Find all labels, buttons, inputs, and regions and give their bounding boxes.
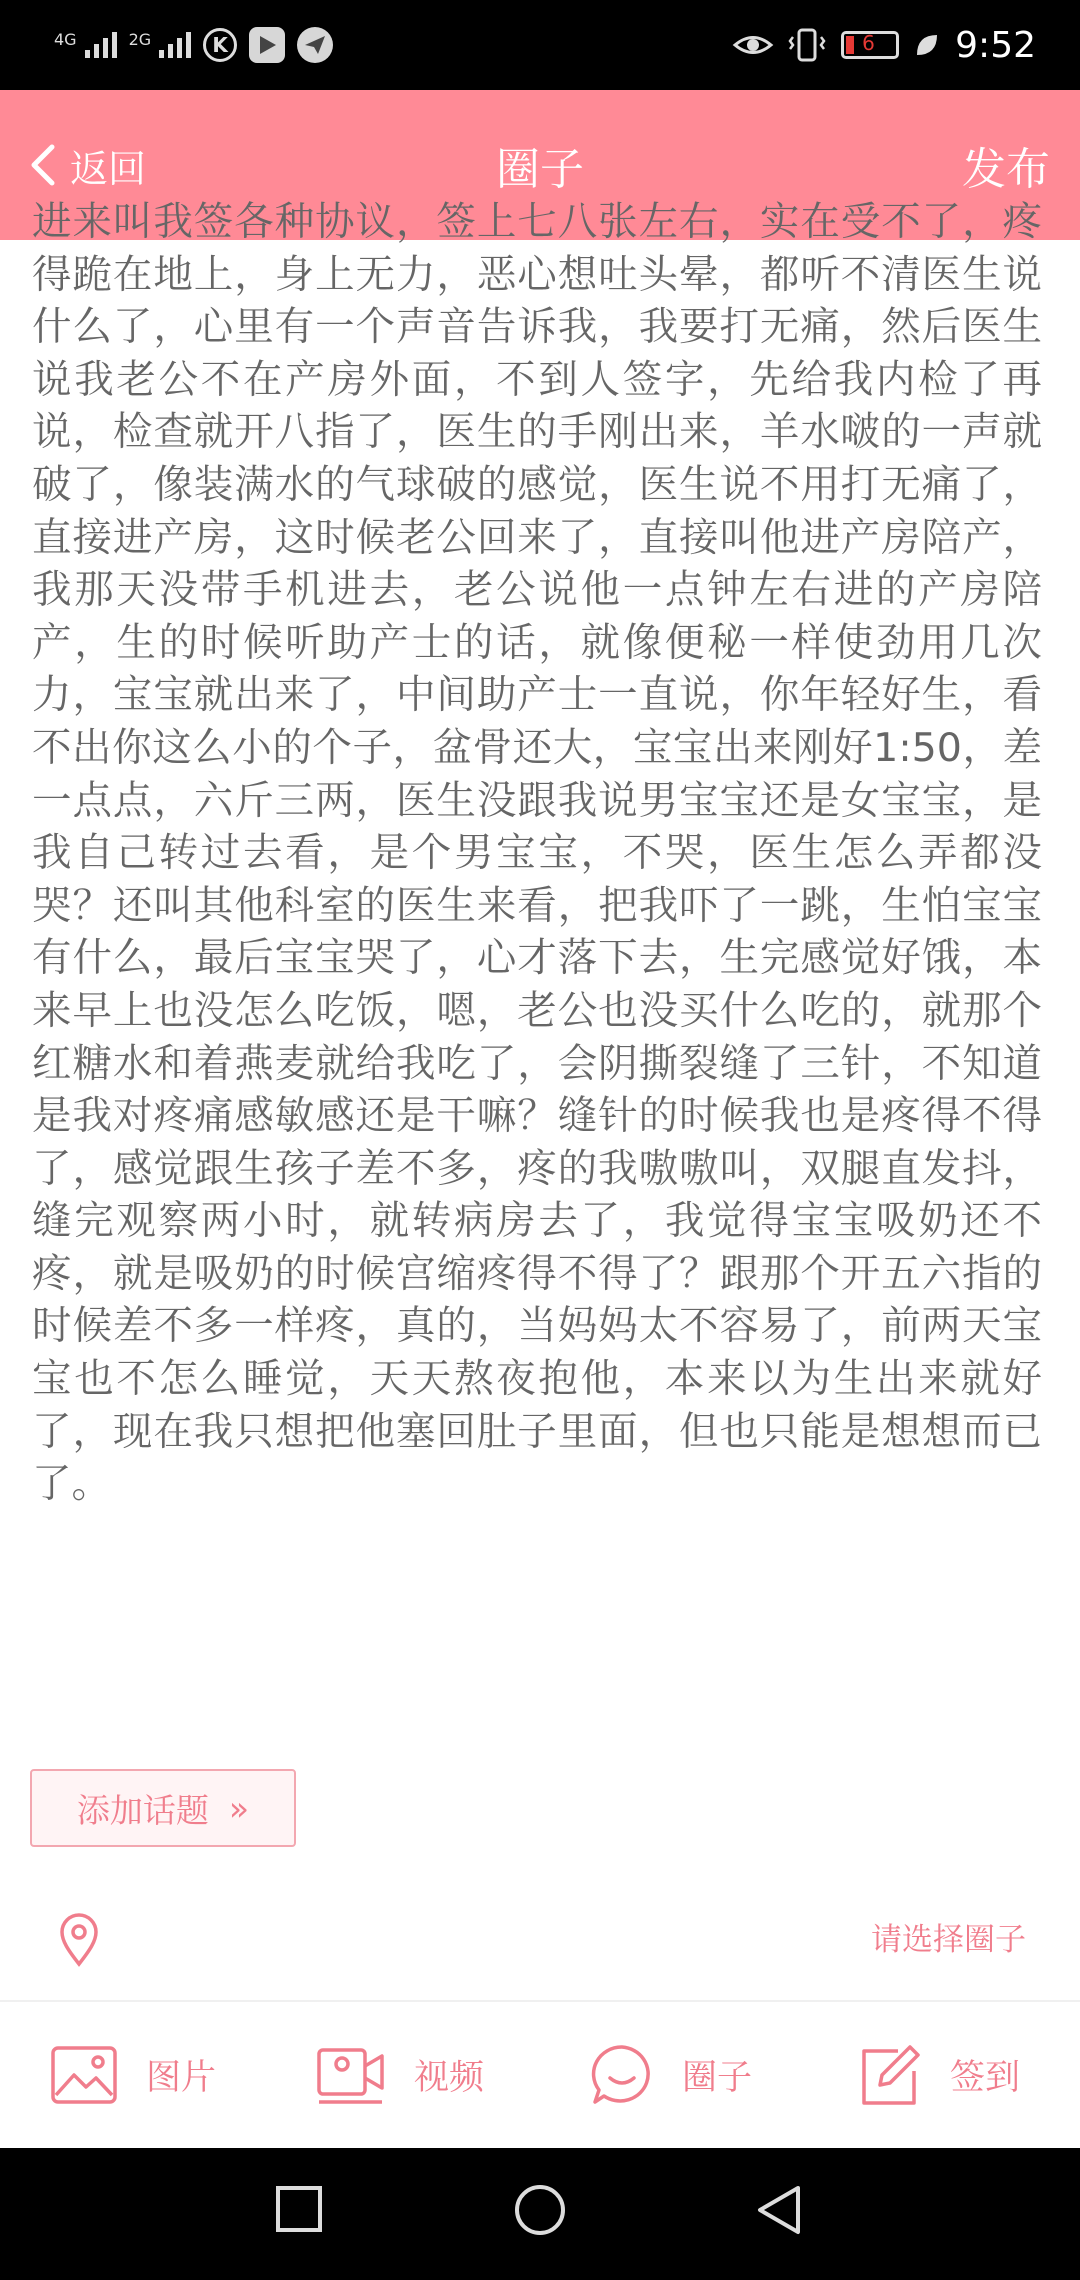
toolbar-image-button[interactable] (50, 2002, 216, 2148)
post-text[interactable]: 进来叫我签各种协议，签上七八张左右，实在受不了，疼得跪在地上，身上无力，恶心想吐头晕，都听不清医生说什么了，心里有一个声音告诉我，我要打无痛，然后医生说我老公不在产房外面，不到人签字，先给我内检了再说，检查就开八指了，医生的手刚出来，羊水啵的一声就破了，像装满水的气球破的感觉，医生说不用打无痛了，直接进产房，这时候老公回来了，直接叫他进产房陪产，我那天没带手机进去，老公说他一点钟左右进的产房陪产，生的时候听助产士的话，就像便秘一样使劲用几次力，宝宝就出来了，中间助产士一直说，你年轻好生，看不出你这么小的个子，盆骨还大，宝宝出来刚好1:50，差一点点，六斤三两，医生没跟我说男宝宝还是女宝宝，是我自己转过去看，是个男宝宝，不哭，医生怎么弄都没哭？还叫其他科室的医生来看，把我吓了一跳，生怕宝宝有什么，最后宝宝哭了，心才落下去，生完感觉好饿，本来早上也没怎么吃饭，嗯，老公也没买什么吃的，就那个红糖水和着燕麦就给我吃了，会阴撕裂缝了三针，不知道是我对疼痛感敏感还是干嘛？缝针的时候我也是疼得不得了，感觉跟生孩子差不多，疼的我嗷嗷叫，双腿直发抖，缝完观察两小时，就转病房去了，我觉得宝宝吸奶还不疼，就是吸奶的时候宫缩疼得不得了？跟那个开五六指的时候差不多一样疼，真的，当妈妈太不容易了，前两天宝宝也不怎么睡觉，天天熬夜抱他，本来以为生出来就好了，现在我只想把他塞回肚子里面，但也只能是想想而已了。 (32, 199, 1042, 1508)
location-pin-icon[interactable] (54, 1910, 104, 1972)
vibrate-icon (787, 27, 827, 63)
edit-icon (858, 2043, 922, 2107)
leaf-icon (913, 31, 941, 59)
toolbar-checkin-button[interactable] (858, 2002, 1020, 2148)
back-label: 返回 (70, 146, 147, 191)
clock: 9:52 (955, 24, 1036, 66)
signal-2g-icon (129, 32, 192, 58)
signal-4g-label: 4G (54, 30, 77, 49)
back-triangle-icon[interactable] (754, 2184, 804, 2240)
toolbar-image-label: 图片 (146, 2058, 217, 2098)
chat-circle-icon (590, 2044, 654, 2106)
bottom-toolbar (0, 2002, 1080, 2148)
eye-icon (733, 30, 773, 60)
location-row (0, 1890, 1080, 2002)
toolbar-circle-button[interactable] (590, 2002, 752, 2148)
add-topic-label: 添加话题 (76, 1790, 209, 1830)
play-app-icon (249, 27, 285, 63)
toolbar-circle-label: 圈子 (682, 2058, 753, 2098)
k-app-icon (203, 28, 237, 62)
battery-level: 6 (862, 31, 875, 55)
image-icon (50, 2045, 118, 2105)
home-icon[interactable] (514, 2184, 566, 2240)
add-topic-button[interactable] (30, 1769, 296, 1847)
battery-icon (841, 31, 899, 59)
toolbar-checkin-label: 签到 (950, 2058, 1021, 2098)
double-chevron-right-icon: » (228, 1788, 250, 1828)
status-right (733, 20, 1036, 70)
signal-4g-icon (54, 32, 117, 58)
status-left (54, 20, 333, 70)
signal-2g-label: 2G (128, 30, 152, 49)
status-bar (0, 0, 1080, 90)
send-app-icon (297, 27, 333, 63)
publish-button[interactable]: 发布 (962, 144, 1050, 195)
post-text-wrap (32, 196, 1042, 1511)
system-nav-bar (0, 2148, 1080, 2280)
post-editor[interactable] (0, 199, 1080, 1995)
k-app-label: K (212, 33, 228, 57)
recent-apps-icon[interactable] (274, 2184, 324, 2238)
page-title: 圈子 (496, 144, 584, 195)
toolbar-video-label: 视频 (414, 2058, 485, 2098)
select-circle-link[interactable]: 请选择圈子 (871, 1922, 1026, 1958)
toolbar-video-button[interactable] (316, 2002, 484, 2148)
video-icon (316, 2044, 386, 2106)
